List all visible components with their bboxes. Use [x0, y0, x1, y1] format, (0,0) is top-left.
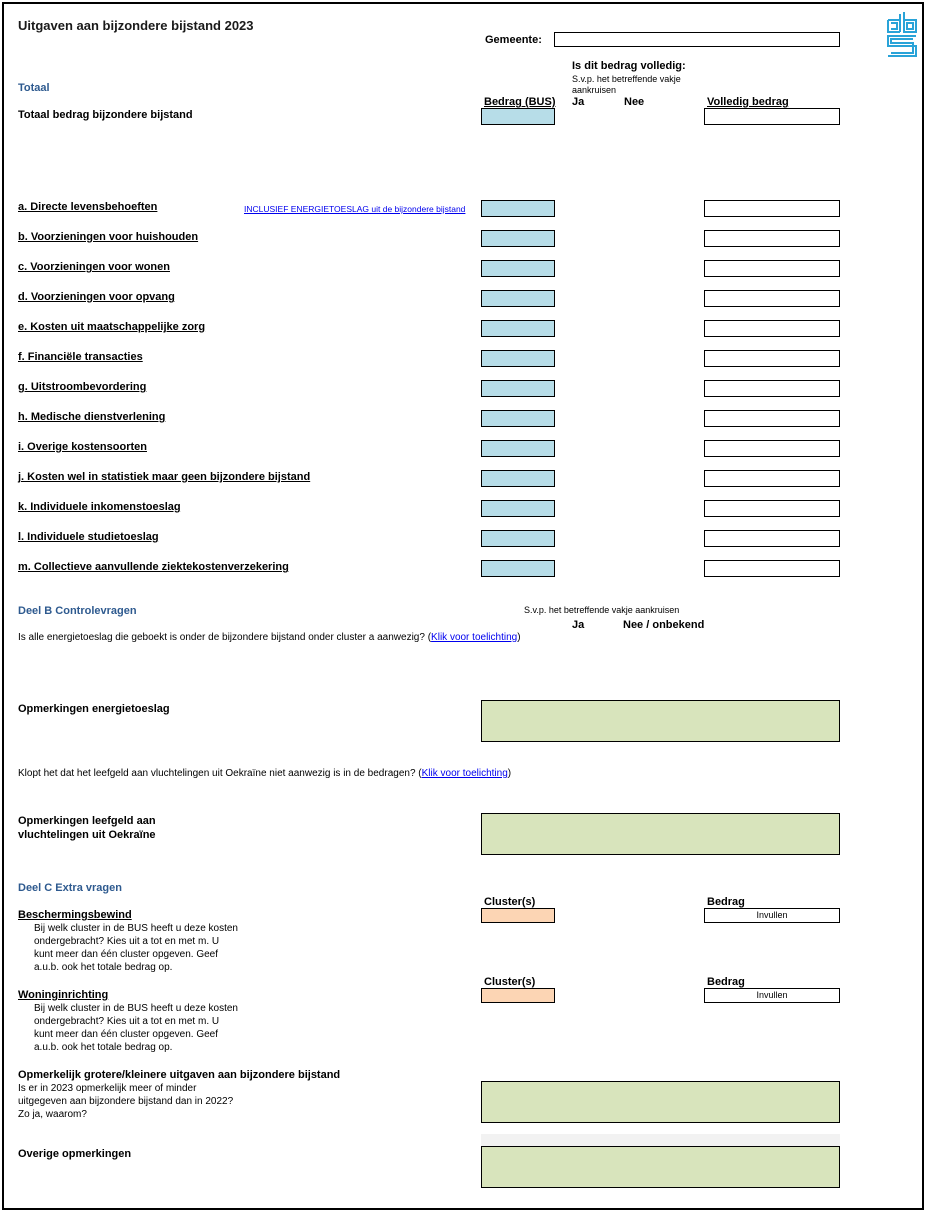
cluster-label: m. Collectieve aanvullende ziektekostenverzekering	[18, 561, 289, 573]
woninginrichting-bedrag-label: Bedrag	[707, 976, 745, 988]
cluster-bedrag-input[interactable]	[481, 440, 555, 457]
cluster-volledig-input[interactable]	[704, 260, 840, 277]
cluster-label: d. Voorzieningen voor opvang	[18, 291, 175, 303]
beschermingsbewind-desc-4: a.u.b. ook het totale bedrag op.	[34, 962, 173, 973]
cluster-volledig-input[interactable]	[704, 200, 840, 217]
cluster-label: j. Kosten wel in statistiek maar geen bijzondere bijstand	[18, 471, 311, 483]
cluster-label: g. Uitstroombevordering	[18, 381, 147, 393]
overige-input[interactable]	[481, 1146, 840, 1188]
deel-b-col-ja: Ja	[572, 619, 585, 631]
overige-label: Overige opmerkingen	[18, 1148, 132, 1160]
col-ja: Ja	[572, 96, 585, 108]
beschermingsbewind-bedrag-label: Bedrag	[707, 896, 745, 908]
volledig-hint-1: S.v.p. het betreffende vakje	[572, 74, 681, 84]
cluster-label: b. Voorzieningen voor huishouden	[18, 231, 199, 243]
totaal-volledig-input[interactable]	[704, 108, 840, 125]
cluster-label: k. Individuele inkomenstoeslag	[18, 501, 181, 513]
cluster-bedrag-input[interactable]	[481, 320, 555, 337]
cluster-label: e. Kosten uit maatschappelijke zorg	[18, 321, 206, 333]
cluster-volledig-input[interactable]	[704, 440, 840, 457]
col-volledig-bedrag: Volledig bedrag	[707, 96, 789, 108]
cluster-volledig-input[interactable]	[704, 350, 840, 367]
col-bedrag-bus: Bedrag (BUS)	[484, 96, 556, 108]
question-leefgeld-text: Klopt het dat het leefgeld aan vluchtelingen uit Oekraïne niet aanwezig is in de bedragen? (	[18, 768, 422, 779]
toelichting-link-energie[interactable]: Klik voor toelichting	[431, 632, 518, 643]
cluster-label: a. Directe levensbehoeften	[18, 201, 158, 213]
opmerkingen-leefgeld-input[interactable]	[481, 813, 840, 855]
cluster-volledig-input[interactable]	[704, 470, 840, 487]
page-title: Uitgaven aan bijzondere bijstand 2023	[18, 18, 254, 33]
beschermingsbewind-bedrag-input[interactable]: Invullen	[704, 908, 840, 923]
woninginrichting-cluster-input[interactable]	[481, 988, 555, 1003]
beschermingsbewind-cluster-input[interactable]	[481, 908, 555, 923]
beschermingsbewind-title: Beschermingsbewind	[18, 909, 132, 921]
cluster-volledig-input[interactable]	[704, 410, 840, 427]
cluster-bedrag-input[interactable]	[481, 380, 555, 397]
deel-b-col-nee: Nee / onbekend	[623, 619, 705, 631]
cluster-bedrag-input[interactable]	[481, 470, 555, 487]
toelichting-link-leefgeld[interactable]: Klik voor toelichting	[421, 768, 508, 779]
cluster-label: c. Voorzieningen voor wonen	[18, 261, 170, 273]
question-energietoeslag	[18, 632, 521, 643]
beschermingsbewind-desc-1: Bij welk cluster in de BUS heeft u deze kosten	[34, 923, 238, 934]
beschermingsbewind-desc-2: ondergebracht? Kies uit a tot en met m. U	[34, 936, 220, 947]
woninginrichting-desc-3: kunt meer dan één cluster opgeven. Geef	[34, 1029, 219, 1040]
opmerkingen-leefgeld-label-1: Opmerkingen leefgeld aan	[18, 815, 156, 827]
woninginrichting-title: Woninginrichting	[18, 989, 109, 1001]
cluster-bedrag-input[interactable]	[481, 260, 555, 277]
section-totaal: Totaal	[18, 82, 50, 94]
cluster-label: l. Individuele studietoeslag	[18, 531, 159, 543]
gemeente-label: Gemeente:	[485, 34, 542, 46]
paren-close: )	[507, 768, 512, 779]
opmerkelijk-title: Opmerkelijk grotere/kleinere uitgaven aan bijzondere bijstand	[18, 1069, 341, 1081]
cluster-bedrag-input[interactable]	[481, 350, 555, 367]
cluster-bedrag-input[interactable]	[481, 410, 555, 427]
opmerkelijk-desc-1: Is er in 2023 opmerkelijk meer of minder	[18, 1083, 197, 1094]
question-energietoeslag-text: Is alle energietoeslag die geboekt is onder de bijzondere bijstand onder cluster a aanwezig? (	[18, 632, 432, 643]
beschermingsbewind-desc-3: kunt meer dan één cluster opgeven. Geef	[34, 949, 219, 960]
section-deel-b: Deel B Controlevragen	[18, 605, 137, 617]
opmerkelijk-desc-3: Zo ja, waarom?	[18, 1109, 87, 1120]
cluster-volledig-input[interactable]	[704, 530, 840, 547]
cluster-volledig-input[interactable]	[704, 380, 840, 397]
cluster-bedrag-input[interactable]	[481, 530, 555, 547]
grey-spacer	[481, 1134, 840, 1146]
volledig-hint-2: aankruisen	[572, 85, 617, 95]
question-leefgeld	[18, 768, 511, 779]
opmerkelijk-desc-2: uitgegeven aan bijzondere bijstand dan in 2022?	[18, 1096, 234, 1107]
cluster-volledig-input[interactable]	[704, 230, 840, 247]
cluster-bedrag-input[interactable]	[481, 290, 555, 307]
opmerkelijk-input[interactable]	[481, 1081, 840, 1123]
woninginrichting-desc-2: ondergebracht? Kies uit a tot en met m. U	[34, 1016, 220, 1027]
cluster-bedrag-input[interactable]	[481, 560, 555, 577]
cluster-bedrag-input[interactable]	[481, 230, 555, 247]
opmerkingen-energie-input[interactable]	[481, 700, 840, 742]
paren-close: )	[517, 632, 521, 643]
cluster-bedrag-input[interactable]	[481, 500, 555, 517]
totaal-label: Totaal bedrag bijzondere bijstand	[18, 109, 193, 121]
beschermingsbewind-cluster-label: Cluster(s)	[484, 896, 536, 908]
woninginrichting-desc-1: Bij welk cluster in de BUS heeft u deze kosten	[34, 1003, 238, 1014]
cluster-label: i. Overige kostensoorten	[18, 441, 147, 453]
woninginrichting-cluster-label: Cluster(s)	[484, 976, 536, 988]
cluster-label: f. Financiële transacties	[18, 351, 143, 363]
cluster-bedrag-input[interactable]	[481, 200, 555, 217]
woninginrichting-bedrag-input[interactable]: Invullen	[704, 988, 840, 1003]
col-nee: Nee	[624, 96, 645, 108]
opmerkingen-leefgeld-label-2: vluchtelingen uit Oekraïne	[18, 829, 156, 841]
opmerkingen-energie-label: Opmerkingen energietoeslag	[18, 703, 170, 715]
totaal-bedrag-input[interactable]	[481, 108, 555, 125]
section-deel-c: Deel C Extra vragen	[18, 882, 122, 894]
cluster-volledig-input[interactable]	[704, 500, 840, 517]
deel-b-hint: S.v.p. het betreffende vakje aankruisen	[524, 605, 680, 615]
woninginrichting-desc-4: a.u.b. ook het totale bedrag op.	[34, 1042, 173, 1053]
cluster-volledig-input[interactable]	[704, 560, 840, 577]
cluster-volledig-input[interactable]	[704, 290, 840, 307]
gemeente-input[interactable]	[554, 32, 840, 47]
cluster-label: h. Medische dienstverlening	[18, 411, 166, 423]
volledig-question: Is dit bedrag volledig:	[572, 60, 686, 72]
cbs-logo-icon	[886, 10, 918, 58]
energietoeslag-note-link[interactable]: INCLUSIEF ENERGIETOESLAG uit de bijzondere bijstand	[244, 204, 466, 214]
cluster-volledig-input[interactable]	[704, 320, 840, 337]
